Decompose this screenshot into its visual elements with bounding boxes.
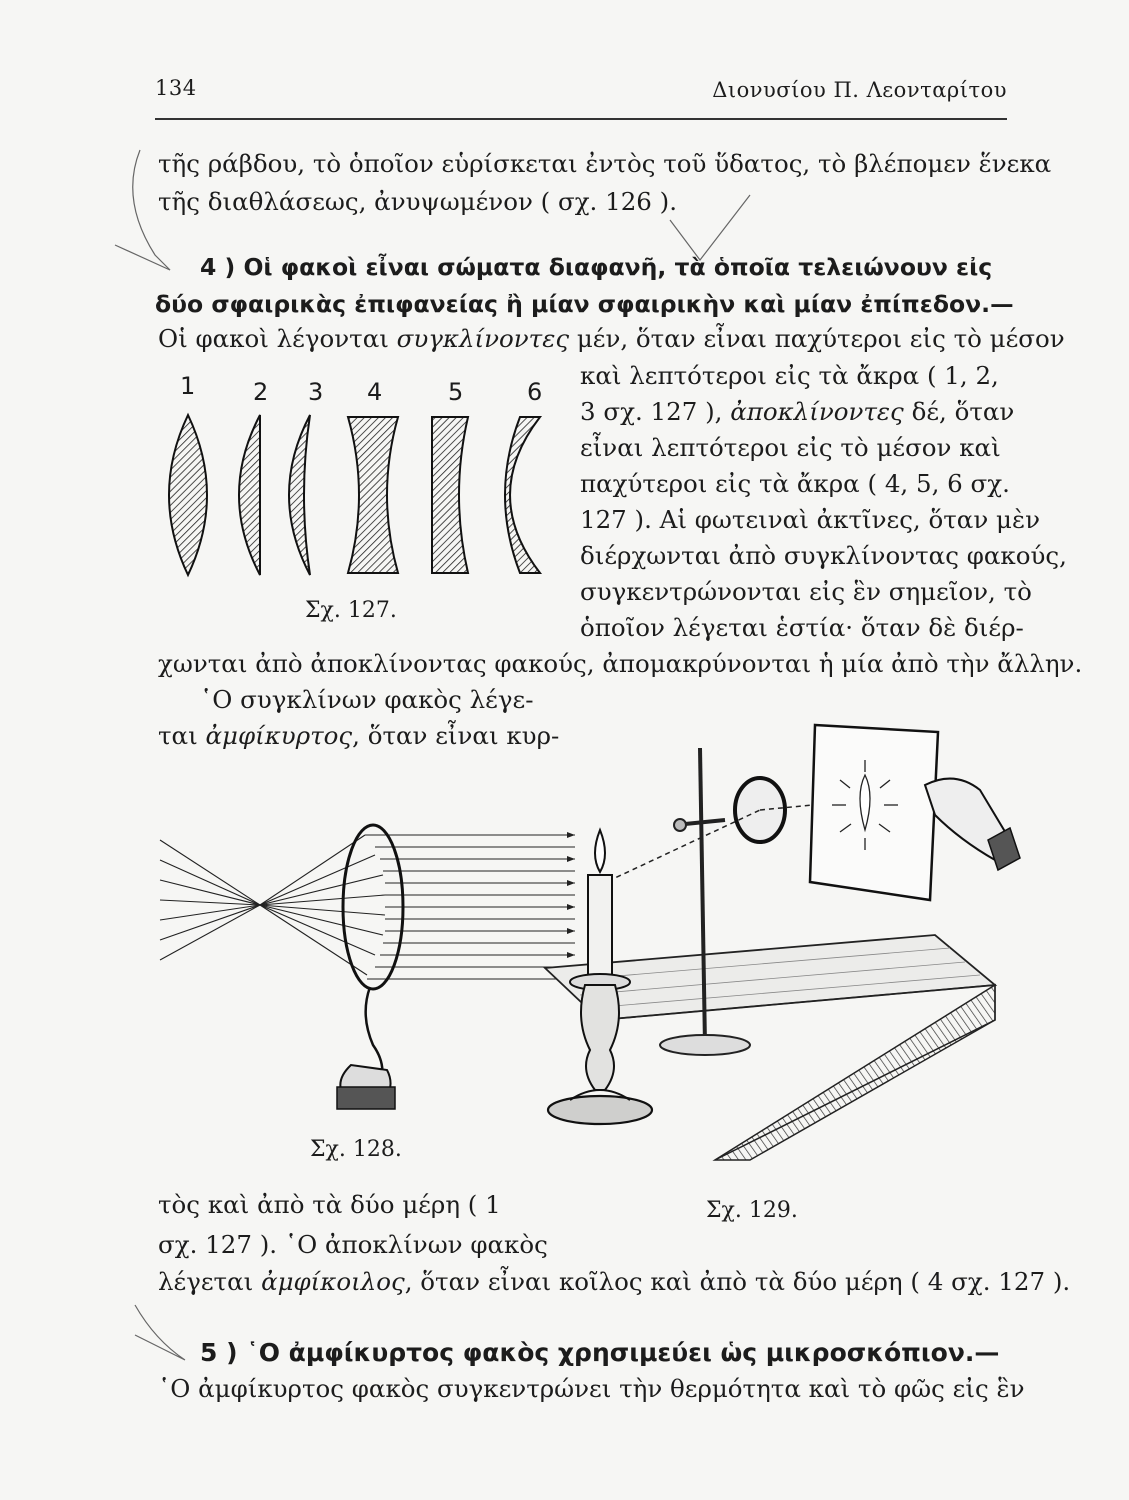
text-line: εἶναι λεπτότεροι εἰς τὸ μέσον καὶ [580,433,1001,462]
page-number: 134 [155,76,197,100]
text-line: ὁποῖον λέγεται ἑστία· ὅταν δὲ διέρ- [580,613,1024,642]
text-line: σχ. 127 ). ῾Ο ἀποκλίνων φακὸς [158,1230,548,1259]
text-line: τῆς διαθλάσεως, ἀνυψωμένον ( σχ. 126 ). [158,187,678,216]
lens-label: 1 [180,372,196,400]
figure-caption: Σχ. 128. [310,1137,402,1162]
text-line: διέρχωνται ἀπὸ συγκλίνοντας φακούς, [580,541,1067,570]
candle [588,875,612,980]
text-line: καὶ λεπτότεροι εἰς τὰ ἄκρα ( 1, 2, [580,361,999,390]
biconcave-lens [348,417,398,573]
divergent-meniscus-lens [505,417,540,573]
pencil-marks [110,140,760,280]
pencil-mark [130,1300,210,1380]
table-side [715,985,995,1160]
lens-label: 2 [253,378,269,406]
text-line: τῆς ράβδου, τὸ ὁποῖον εὑρίσκεται ἐντὸς τοῦ ὕδατος, τὸ βλέπομεν ἕνεκα [158,149,1052,178]
hand-cuff [337,1087,395,1109]
biconvex-lens [169,415,207,575]
figure-caption: Σχ. 127. [305,598,397,623]
convergent-meniscus-lens [289,415,310,575]
plano-concave-lens [432,417,468,573]
text-line: ται ἀμφίκυρτος, ὅταν εἶναι κυρ- [158,721,560,750]
text-line: χωνται ἀπὸ ἀποκλίνοντας φακούς, ἀπομακρύνονται ἡ μία ἀπὸ τὴν ἄλλην. [158,649,1083,678]
section-heading: 4 ) Οἱ φακοὶ εἶναι σώματα διαφανῆ, τὰ ὁποῖα τελειώνουν εἰς [200,253,993,281]
candle-flame [595,830,605,872]
text-line: τὸς καὶ ἀπὸ τὰ δύο μέρη ( 1 [158,1190,501,1219]
lens-label: 6 [527,378,543,406]
running-title: Διονυσίου Π. Λεονταρίτου [712,78,1007,102]
text-line: ῾Ο ἀμφίκυρτος φακὸς συγκεντρώνει τὴν θερμότητα καὶ τὸ φῶς εἰς ἓν [158,1374,1025,1403]
section-heading: 5 ) ῾Ο ἀμφίκυρτος φακὸς χρησιμεύει ὡς μικροσκόπιον.— [200,1338,1000,1367]
text-line: λέγεται ἀμφίκοιλος, ὅταν εἶναι κοῖλος καὶ ἀπὸ τὰ δύο μέρη ( 4 σχ. 127 ). [158,1267,1071,1296]
text-line: 3 σχ. 127 ), ἀποκλίνοντες δέ, ὅταν [580,397,1015,426]
lens-diagram [150,405,560,585]
lens-label: 3 [308,378,324,406]
plano-convex-lens [239,415,260,575]
text-line: ῾Ο συγκλίνων φακὸς λέγε- [200,685,534,714]
text-line: 127 ). Αἱ φωτειναὶ ἀκτῖνες, ὅταν μὲν [580,505,1040,534]
text-line: παχύτεροι εἰς τὰ ἄκρα ( 4, 5, 6 σχ. [580,469,1010,498]
text-line: συγκεντρώνονται εἰς ἓν σημεῖον, τὸ [580,577,1032,606]
figure-caption: Σχ. 129. [706,1198,798,1223]
figure-128-drawing [155,815,580,1125]
text-line: Οἱ φακοὶ λέγονται συγκλίνοντες μέν, ὅταν εἶναι παχύτεροι εἰς τὸ μέσον [158,324,1065,353]
projection-screen [810,725,938,900]
lens-label: 4 [367,378,383,406]
figure-129-drawing [540,720,1020,1170]
lens-label: 5 [448,378,464,406]
candlestick-base [548,1096,652,1124]
header-rule [155,118,1007,120]
stand-base [660,1035,750,1055]
section-heading: δύο σφαιρικὰς ἐπιφανείας ἢ μίαν σφαιρικὴν καὶ μίαν ἐπίπεδον.— [155,290,1014,318]
